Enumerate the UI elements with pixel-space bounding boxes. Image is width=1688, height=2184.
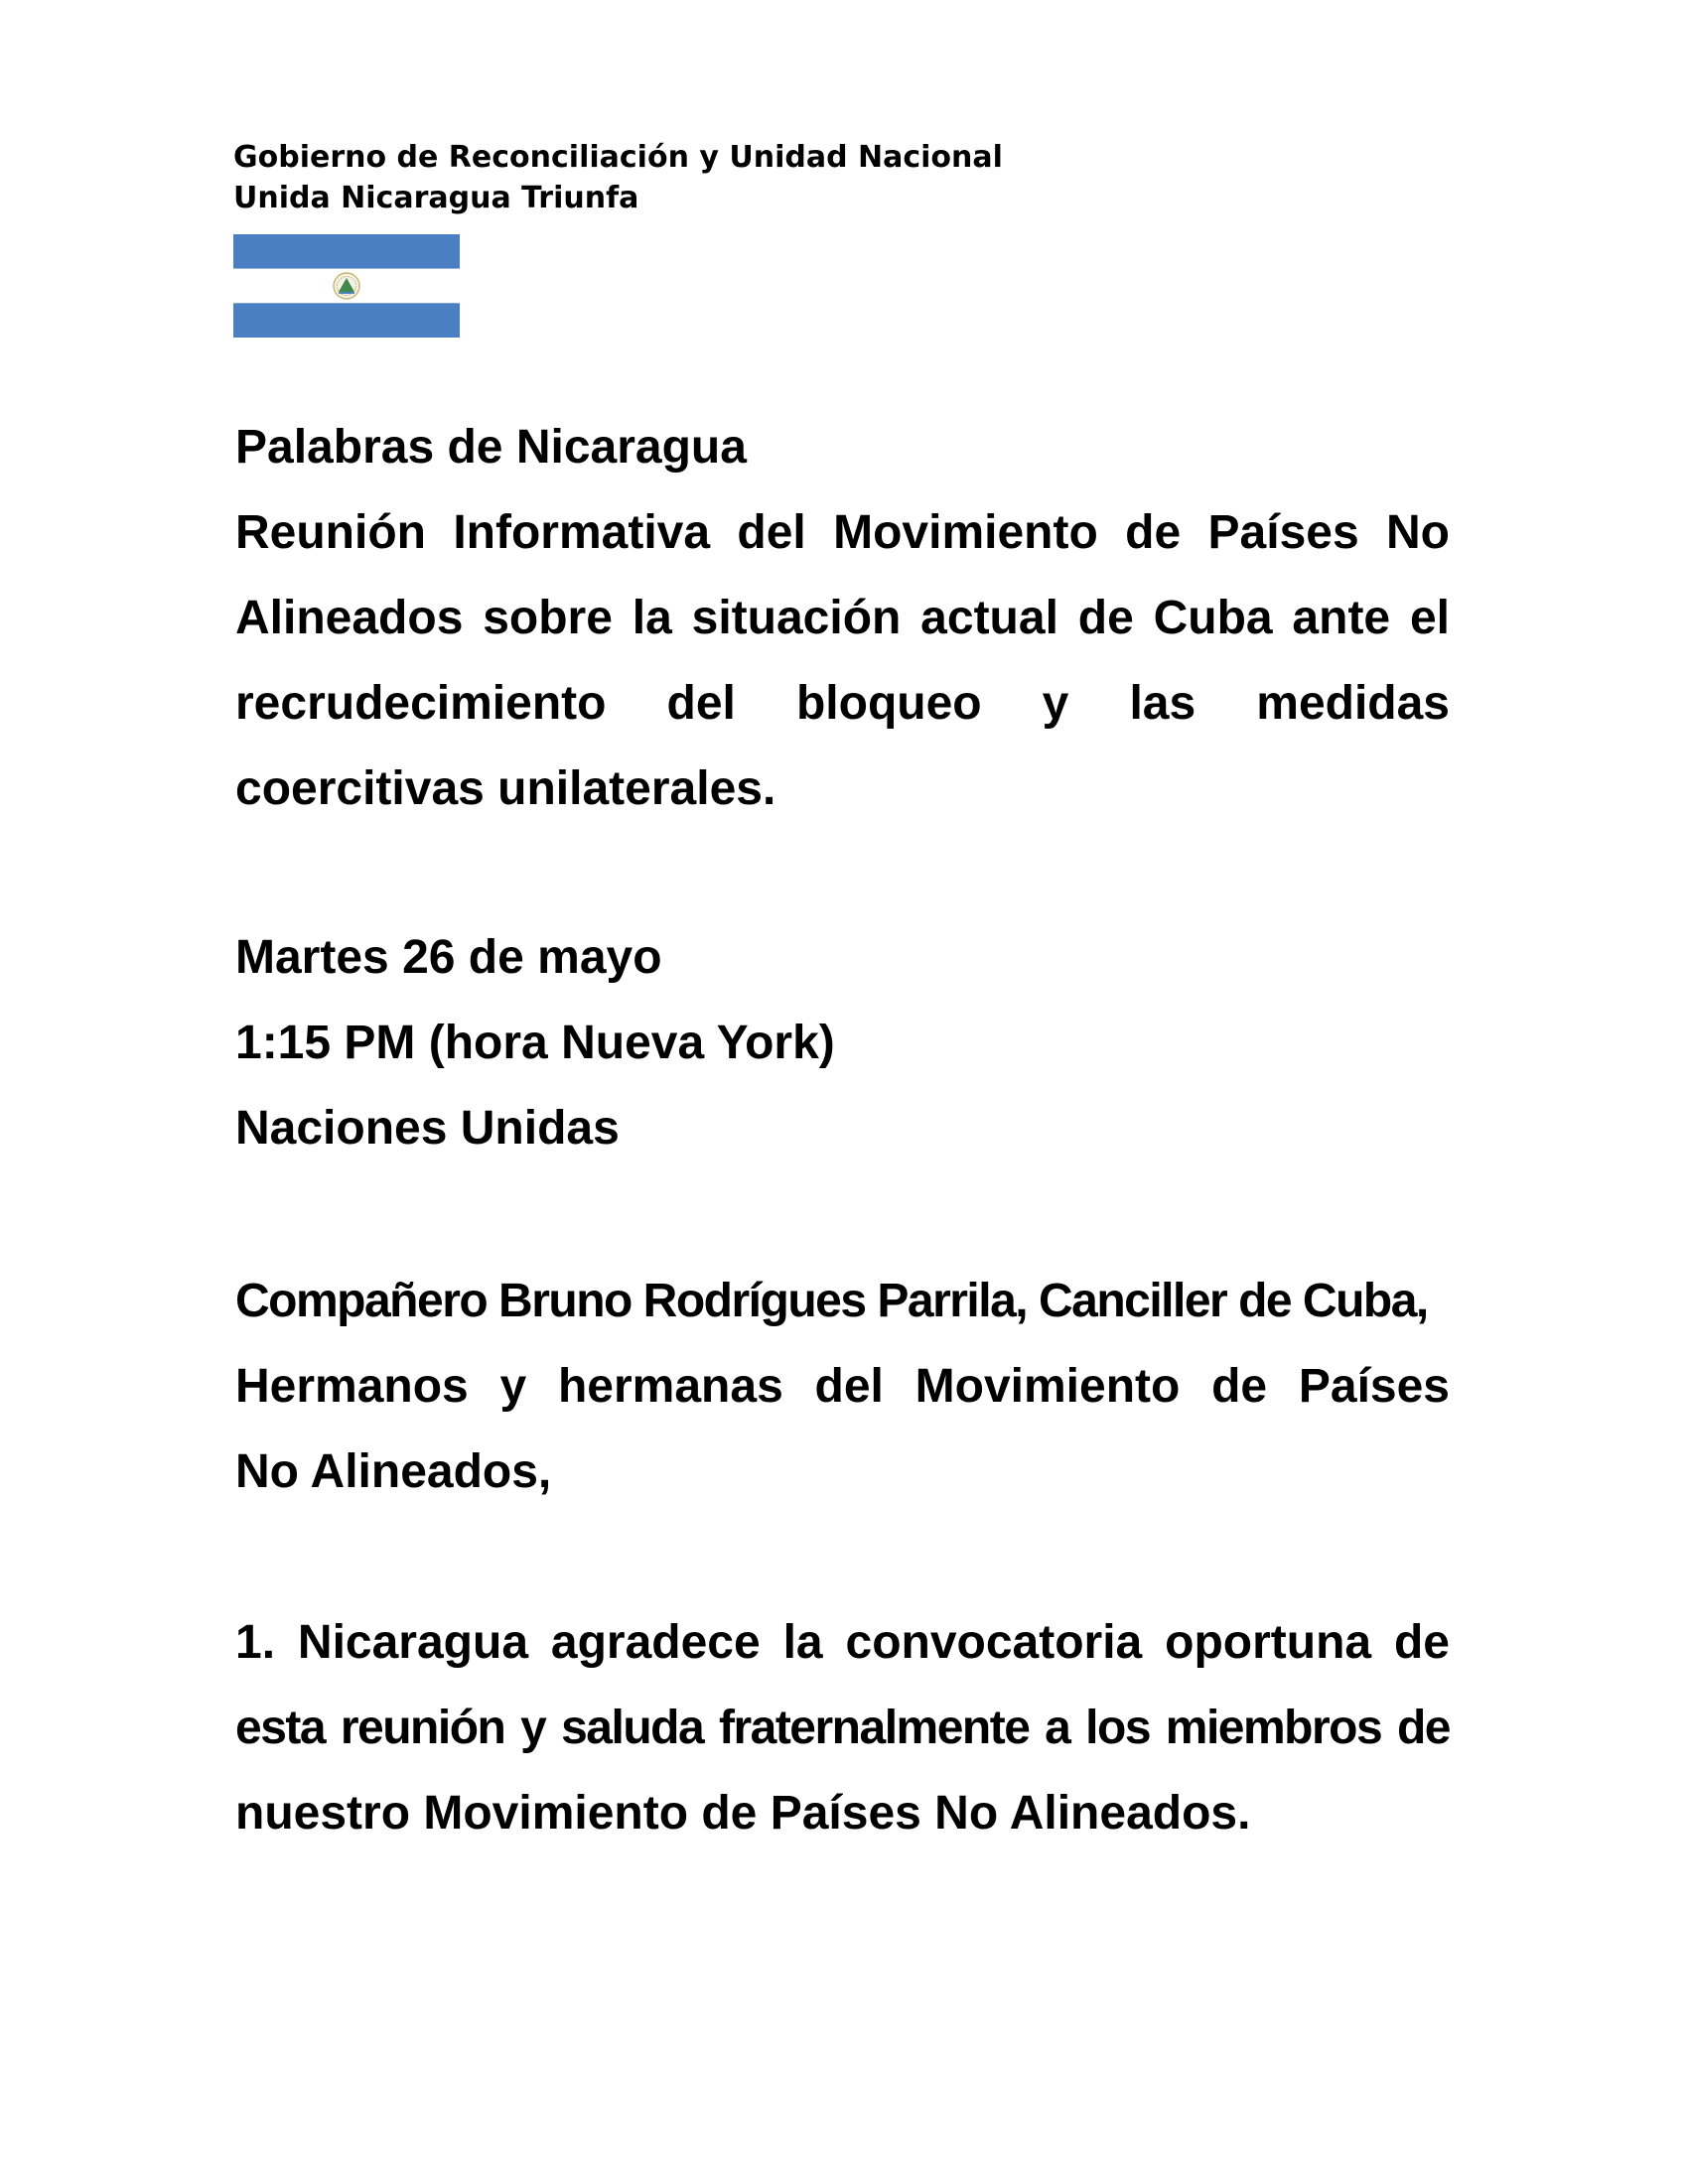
event-details <box>235 915 1450 1171</box>
title-line: Alineados sobre la situación actual de Cuba ante el <box>235 592 1450 644</box>
letterhead-slogan: Unida Nicaragua Triunfa <box>233 181 639 215</box>
event-date: Martes 26 de mayo <box>235 931 662 984</box>
event-place: Naciones Unidas <box>235 1102 620 1155</box>
nicaragua-flag-icon <box>233 234 460 338</box>
greeting-line: Hermanos y hermanas del Movimiento de Países <box>235 1360 1450 1413</box>
paragraph-line: esta reunión y saluda fraternalmente a los miembros de <box>235 1702 1450 1754</box>
greeting <box>235 1259 1450 1515</box>
greeting-line: No Alineados, <box>235 1445 552 1498</box>
paragraph-1 <box>235 1600 1450 1856</box>
paragraph-line: 1. Nicaragua agradece la convocatoria oportuna de <box>235 1616 1450 1669</box>
letterhead <box>233 137 1003 218</box>
title-line: recrudecimiento del bloqueo y las medidas <box>235 677 1450 730</box>
title-line: Reunión Informativa del Movimiento de Países No <box>235 506 1450 559</box>
greeting-line: Compañero Bruno Rodrígues Parrila, Canciller de Cuba, <box>235 1275 1428 1327</box>
speech-title <box>235 405 1450 832</box>
coat-of-arms-icon <box>334 273 359 299</box>
paragraph-line: nuestro Movimiento de Países No Alineados. <box>235 1787 1251 1840</box>
title-line: Palabras de Nicaragua <box>235 421 747 474</box>
title-line: coercitivas unilaterales. <box>235 762 776 815</box>
letterhead-government: Gobierno de Reconciliación y Unidad Nacional <box>233 140 1003 175</box>
event-time: 1:15 PM (hora Nueva York) <box>235 1017 835 1069</box>
